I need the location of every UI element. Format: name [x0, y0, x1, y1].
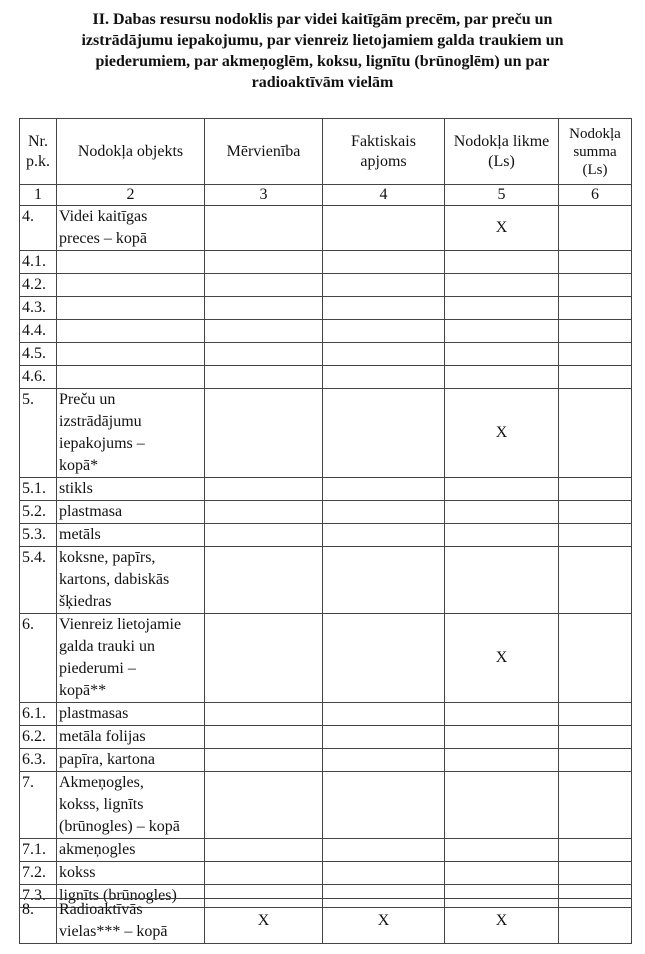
section-title: [14, 9, 631, 93]
row-number: 4.4.: [20, 320, 57, 343]
row-object: [57, 501, 205, 524]
row-apjoms: [323, 274, 445, 297]
row-likme: [445, 501, 559, 524]
table-row: [20, 343, 632, 366]
row-object-line: akmeņogles: [59, 841, 136, 858]
row-summa: [559, 726, 632, 749]
row-mervieniba: [205, 251, 323, 274]
row-object: [57, 366, 205, 389]
row-mervieniba: [205, 274, 323, 297]
row-apjoms: [323, 703, 445, 726]
row-apjoms: [323, 501, 445, 524]
row-object-line: izstrādājumu: [59, 413, 142, 430]
table-row: [20, 478, 632, 501]
table-row: [20, 862, 632, 885]
row-number: 5.1.: [20, 478, 57, 501]
row-likme: [445, 749, 559, 772]
row-object: [57, 614, 205, 703]
row-summa: [559, 343, 632, 366]
header-apjoms: [323, 119, 445, 185]
title-line: piederumiem, par akmeņoglēm, koksu, lignītu (brūnoglēm) un par: [95, 53, 550, 70]
row-object-line: koksne, papīrs,: [59, 549, 156, 566]
row-mervieniba: [205, 524, 323, 547]
row-summa: [559, 899, 632, 944]
row-object: [57, 899, 205, 944]
row-object-line: kopā**: [59, 682, 107, 699]
row-object-line: Akmeņogles,: [59, 774, 144, 791]
row-object-line: kokss, lignīts: [59, 796, 144, 813]
table-body: [20, 206, 632, 908]
header-nr-line: p.k.: [26, 152, 50, 170]
row-object-line: šķiedras: [59, 593, 112, 610]
table-row: [20, 206, 632, 251]
row-object-line: papīra, kartona: [59, 751, 155, 768]
row-likme: [445, 524, 559, 547]
row-object-line: stikls: [59, 480, 93, 497]
row-object: [57, 478, 205, 501]
row-summa: [559, 478, 632, 501]
row-summa: [559, 524, 632, 547]
header-likme-line: Nodokļa likme: [453, 132, 550, 150]
row-likme: [445, 366, 559, 389]
row-object: [57, 862, 205, 885]
row-mervieniba: [205, 862, 323, 885]
row-mervieniba: [205, 366, 323, 389]
row-number: 4.6.: [20, 366, 57, 389]
row-object-line: plastmasa: [59, 503, 123, 520]
table-row: [20, 501, 632, 524]
row-likme: [445, 251, 559, 274]
row-apjoms: [323, 547, 445, 614]
row-likme: [445, 726, 559, 749]
row-mervieniba: [205, 547, 323, 614]
table-row: [20, 524, 632, 547]
row-summa: [559, 320, 632, 343]
row-mervieniba: [205, 320, 323, 343]
title-line: radioaktīvām vielām: [251, 74, 394, 91]
header-summa-line: Nodokļa: [569, 125, 621, 142]
row-apjoms: [323, 772, 445, 839]
row-apjoms: [323, 726, 445, 749]
row-mervieniba: [205, 343, 323, 366]
row-mervieniba: [205, 389, 323, 478]
table-row: [20, 749, 632, 772]
row-object-line: piederumi –: [59, 660, 136, 677]
row-number: 6.1.: [20, 703, 57, 726]
row-mervieniba: [205, 478, 323, 501]
row-object: [57, 274, 205, 297]
row-apjoms: [323, 614, 445, 703]
row-number: 4.2.: [20, 274, 57, 297]
table-row: [20, 320, 632, 343]
row-number: 5.: [20, 389, 57, 478]
row-object-line: lignīts (brūnogles): [59, 887, 177, 904]
row-mervieniba: [205, 297, 323, 320]
row-apjoms: [323, 320, 445, 343]
row-likme: [445, 320, 559, 343]
row-apjoms: [323, 343, 445, 366]
row-summa: [559, 274, 632, 297]
row-apjoms: [323, 251, 445, 274]
row-apjoms: [323, 389, 445, 478]
row-likme: [445, 547, 559, 614]
row-apjoms: [323, 206, 445, 251]
row-object: [57, 251, 205, 274]
row-number: 7.2.: [20, 862, 57, 885]
row-object-line: galda trauki un: [59, 638, 155, 655]
header-summa-line: (Ls): [582, 161, 608, 178]
table-row: [20, 899, 632, 944]
row-object-line: kokss: [59, 864, 96, 881]
column-number: 3: [205, 185, 323, 206]
row-object-line: (brūnogles) – kopā: [59, 818, 180, 835]
row-summa: [559, 547, 632, 614]
row-likme: [445, 343, 559, 366]
row-apjoms: [323, 862, 445, 885]
row-object: [57, 772, 205, 839]
row-likme: [445, 274, 559, 297]
row-apjoms: [323, 366, 445, 389]
column-number: 2: [57, 185, 205, 206]
row-object: [57, 547, 205, 614]
row-object-line: metāls: [59, 526, 101, 543]
column-number: 5: [445, 185, 559, 206]
header-nr-line: Nr.: [28, 132, 48, 150]
row-number: 4.3.: [20, 297, 57, 320]
row-mervieniba: [205, 501, 323, 524]
table-row: [20, 726, 632, 749]
row-object-line: plastmasas: [59, 705, 129, 722]
row-likme: X: [445, 899, 559, 944]
header-apjoms-line: apjoms: [360, 152, 407, 170]
row-object-line: Radioaktīvās: [59, 901, 143, 918]
row-number: 6.3.: [20, 749, 57, 772]
header-apjoms-line: Faktiskais: [351, 132, 416, 150]
row-likme: [445, 703, 559, 726]
row-number: 7.3.: [20, 885, 57, 908]
column-number-row: [20, 185, 632, 206]
row-apjoms: [323, 839, 445, 862]
table-row: [20, 251, 632, 274]
table-row: [20, 297, 632, 320]
row-object-line: preces – kopā: [59, 230, 147, 247]
radioactive-table: [19, 898, 632, 944]
row-summa: [559, 862, 632, 885]
table-row: [20, 366, 632, 389]
row-object: [57, 524, 205, 547]
tax-table: [19, 118, 632, 908]
row-object-line: vielas*** – kopā: [59, 923, 168, 940]
row-mervieniba: [205, 772, 323, 839]
row-apjoms: X: [323, 899, 445, 944]
header-likme-line: (Ls): [488, 152, 515, 170]
row-number: 7.: [20, 772, 57, 839]
table-row: [20, 703, 632, 726]
row-apjoms: [323, 297, 445, 320]
row-object-line: iepakojums –: [59, 435, 145, 452]
row-summa: [559, 366, 632, 389]
header-nr: [20, 119, 57, 185]
header-summa-line: summa: [573, 143, 617, 160]
row-mervieniba: [205, 614, 323, 703]
row-summa: [559, 703, 632, 726]
title-line: izstrādājumu iepakojumu, par vienreiz lietojamiem galda traukiem un: [81, 32, 564, 49]
column-number: 1: [20, 185, 57, 206]
row-number: 6.: [20, 614, 57, 703]
row-summa: [559, 749, 632, 772]
row-object: [57, 749, 205, 772]
row-number: 4.1.: [20, 251, 57, 274]
row-likme: X: [445, 206, 559, 251]
header-row: [20, 119, 632, 185]
table-row: [20, 389, 632, 478]
row-object-line: kartons, dabiskās: [59, 571, 170, 588]
row-mervieniba: X: [205, 899, 323, 944]
table-row: [20, 839, 632, 862]
row-object: [57, 839, 205, 862]
row-likme: [445, 862, 559, 885]
row-likme: [445, 478, 559, 501]
row-likme: [445, 772, 559, 839]
column-number: 6: [559, 185, 632, 206]
table-body: [20, 899, 632, 944]
row-summa: [559, 501, 632, 524]
table-row: [20, 614, 632, 703]
row-mervieniba: [205, 206, 323, 251]
table-row: [20, 772, 632, 839]
column-number: 4: [323, 185, 445, 206]
row-mervieniba: [205, 839, 323, 862]
row-object-line: kopā*: [59, 457, 99, 474]
row-apjoms: [323, 524, 445, 547]
row-object-line: Vienreiz lietojamie: [59, 616, 182, 633]
row-summa: [559, 772, 632, 839]
row-likme: X: [445, 614, 559, 703]
table-row: [20, 274, 632, 297]
row-number: 6.2.: [20, 726, 57, 749]
row-number: 7.1.: [20, 839, 57, 862]
table-row: [20, 547, 632, 614]
header-summa: [559, 119, 632, 185]
row-object: [57, 726, 205, 749]
row-object: [57, 703, 205, 726]
row-apjoms: [323, 749, 445, 772]
row-likme: [445, 839, 559, 862]
row-object-line: metāla folijas: [59, 728, 146, 745]
header-likme: [445, 119, 559, 185]
row-summa: [559, 297, 632, 320]
row-number: 5.3.: [20, 524, 57, 547]
header-objekts: Nodokļa objekts: [57, 119, 205, 185]
row-number: 4.5.: [20, 343, 57, 366]
row-mervieniba: [205, 726, 323, 749]
row-number: 4.: [20, 206, 57, 251]
row-apjoms: [323, 478, 445, 501]
row-object: [57, 297, 205, 320]
row-number: 5.2.: [20, 501, 57, 524]
row-object-line: Preču un: [59, 391, 116, 408]
title-line: II. Dabas resursu nodoklis par videi kaitīgām precēm, par preču un: [92, 11, 553, 28]
row-summa: [559, 389, 632, 478]
row-object: [57, 320, 205, 343]
row-summa: [559, 206, 632, 251]
row-mervieniba: [205, 749, 323, 772]
row-object: [57, 343, 205, 366]
row-object: [57, 206, 205, 251]
row-summa: [559, 839, 632, 862]
row-likme: [445, 297, 559, 320]
row-number: 5.4.: [20, 547, 57, 614]
row-mervieniba: [205, 703, 323, 726]
row-summa: [559, 251, 632, 274]
row-likme: X: [445, 389, 559, 478]
row-object: [57, 389, 205, 478]
row-number: 8.: [20, 899, 57, 944]
header-mervieniba: Mērvienība: [205, 119, 323, 185]
row-summa: [559, 614, 632, 703]
row-object-line: Videi kaitīgas: [59, 208, 148, 225]
